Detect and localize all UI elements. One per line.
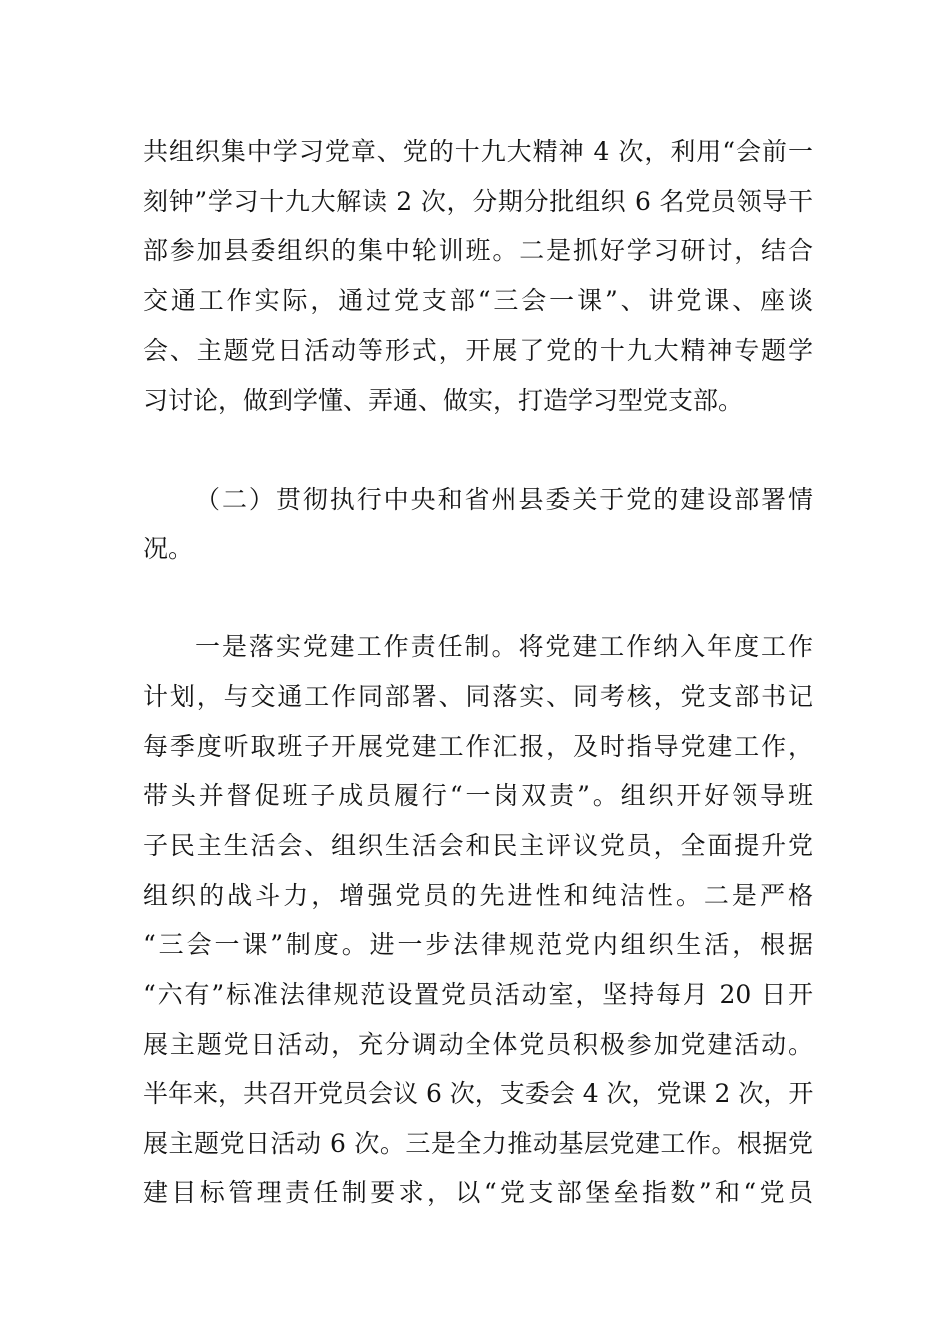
text-line-16: 半年来，共召开党员会议 6 次，支委会 4 次，党课 2 次，开 bbox=[143, 1079, 813, 1108]
text-line-6: 习讨论，做到学懂、弄通、做实，打造学习型党支部。 bbox=[143, 386, 744, 415]
text-line-8: 计划，与交通工作同部署、同落实、同考核，党支部书记 bbox=[143, 682, 813, 711]
text-line-3: 部参加县委组织的集中轮训班。二是抓好学习研讨，结合 bbox=[143, 236, 813, 265]
text-line-1: 共组织集中学习党章、党的十九大精神 4 次，利用“会前一 bbox=[143, 137, 813, 166]
text-line-5: 会、主题党日活动等形式，开展了党的十九大精神专题学 bbox=[143, 336, 813, 365]
text-line-11: 子民主生活会、组织生活会和民主评议党员，全面提升党 bbox=[143, 831, 813, 860]
text-line-13: “三会一课”制度。进一步法律规范党内组织生活，根据 bbox=[143, 930, 813, 959]
text-line-18: 建目标管理责任制要求，以“党支部堡垒指数”和“党员 bbox=[143, 1178, 813, 1207]
text-line-15: 展主题党日活动，充分调动全体党员积极参加党建活动。 bbox=[143, 1030, 813, 1059]
section-heading-line-1: （二）贯彻执行中央和省州县委关于党的建设部署情 bbox=[195, 485, 813, 514]
text-line-7: 一是落实党建工作责任制。将党建工作纳入年度工作 bbox=[195, 632, 813, 661]
text-line-17: 展主题党日活动 6 次。三是全力推动基层党建工作。根据党 bbox=[143, 1129, 813, 1158]
text-line-2: 刻钟”学习十九大解读 2 次，分期分批组织 6 名党员领导干 bbox=[143, 187, 813, 216]
text-line-9: 每季度听取班子开展党建工作汇报，及时指导党建工作， bbox=[143, 732, 813, 761]
text-line-14: “六有”标准法律规范设置党员活动室，坚持每月 20 日开 bbox=[143, 980, 813, 1009]
text-line-10: 带头并督促班子成员履行“一岗双责”。组织开好领导班 bbox=[143, 781, 813, 810]
section-heading-line-2: 况。 bbox=[143, 534, 194, 563]
text-line-4: 交通工作实际，通过党支部“三会一课”、讲党课、座谈 bbox=[143, 286, 813, 315]
text-line-12: 组织的战斗力，增强党员的先进性和纯洁性。二是严格 bbox=[143, 881, 813, 910]
